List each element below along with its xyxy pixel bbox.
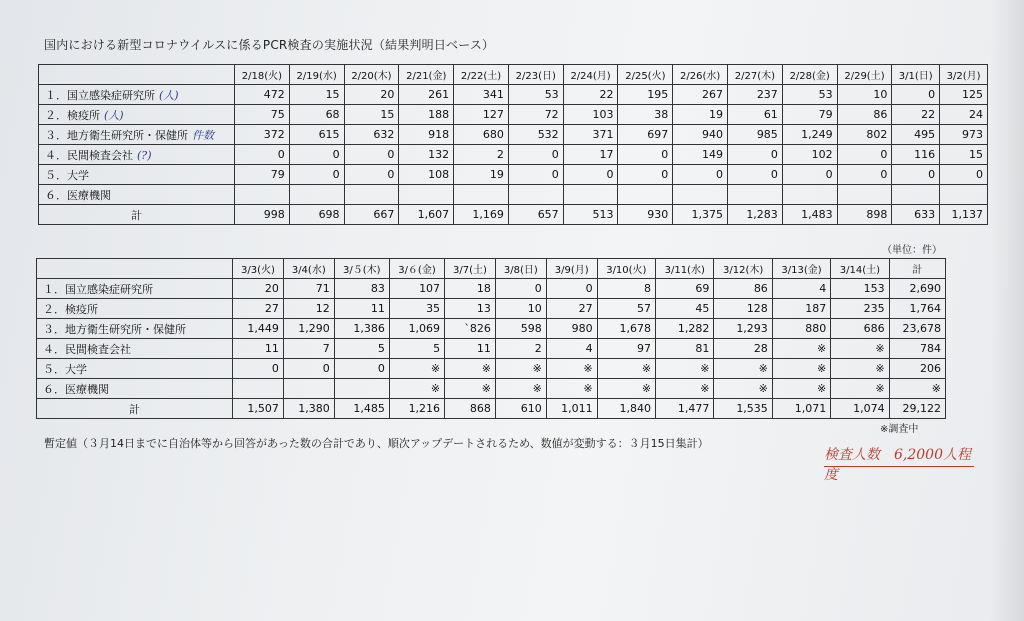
total-value-cell: 1,375 bbox=[673, 205, 728, 225]
total-row bbox=[39, 205, 988, 225]
total-value-cell: 657 bbox=[508, 205, 563, 225]
value-cell: 1,386 bbox=[334, 319, 389, 339]
value-cell: ※ bbox=[389, 379, 444, 399]
row-label-text: ４．民間検査会社 bbox=[45, 148, 133, 162]
value-cell: 45 bbox=[656, 299, 714, 319]
total-value-cell: 868 bbox=[445, 399, 496, 419]
row-label-cell bbox=[37, 339, 233, 359]
value-cell: 125 bbox=[940, 85, 988, 105]
handwritten-note-text: 検査人数 6,2000人程度 bbox=[824, 447, 971, 483]
value-cell: 4 bbox=[546, 339, 597, 359]
value-cell bbox=[837, 185, 892, 205]
footnote: 暫定値（３月14日までに自治体等から回答があった数の合計であり、順次アップデートされるため、数値が変動する：３月15日集計） bbox=[44, 437, 709, 450]
table-row bbox=[37, 299, 946, 319]
row-label-cell bbox=[37, 359, 233, 379]
row-label-text: ３．地方衛生研究所・保健所 bbox=[45, 128, 188, 142]
value-cell: 0 bbox=[344, 145, 399, 165]
table-header-row bbox=[37, 259, 946, 279]
value-cell: 103 bbox=[563, 105, 618, 125]
value-cell: 0 bbox=[495, 279, 546, 299]
page-edge-shadow bbox=[990, 0, 1024, 621]
value-cell: 19 bbox=[454, 165, 509, 185]
table-row bbox=[37, 339, 946, 359]
value-cell bbox=[940, 185, 988, 205]
value-cell: 2 bbox=[495, 339, 546, 359]
table-row bbox=[37, 359, 946, 379]
date-header-cell: 3/10(火) bbox=[597, 259, 655, 279]
value-cell: 11 bbox=[445, 339, 496, 359]
value-cell: 22 bbox=[892, 105, 940, 125]
value-cell: 0 bbox=[618, 165, 673, 185]
date-header-cell: 2/24(月) bbox=[563, 65, 618, 85]
value-cell bbox=[892, 185, 940, 205]
value-cell: ※ bbox=[772, 379, 830, 399]
value-cell: 10 bbox=[837, 85, 892, 105]
pen-annotation: (人) bbox=[159, 88, 179, 102]
table-header-row bbox=[39, 65, 988, 85]
value-cell: 0 bbox=[892, 85, 940, 105]
table-row bbox=[39, 165, 988, 185]
total-value-cell: 1,169 bbox=[454, 205, 509, 225]
row-label-text: ２．検疫所 bbox=[45, 108, 100, 122]
value-cell: 0 bbox=[618, 145, 673, 165]
value-cell: 940 bbox=[673, 125, 728, 145]
total-value-cell: 1,011 bbox=[546, 399, 597, 419]
date-header-cell: 3/12(木) bbox=[714, 259, 772, 279]
total-value-cell: 667 bbox=[344, 205, 399, 225]
total-value-cell: 1,607 bbox=[399, 205, 454, 225]
value-cell: 7 bbox=[283, 339, 334, 359]
value-cell: 15 bbox=[289, 85, 344, 105]
date-header-cell: 3/11(水) bbox=[656, 259, 714, 279]
row-label-cell bbox=[39, 105, 235, 125]
value-cell: ※ bbox=[831, 379, 889, 399]
total-value-cell: 610 bbox=[495, 399, 546, 419]
value-cell: 116 bbox=[892, 145, 940, 165]
table-row bbox=[39, 105, 988, 125]
value-cell: 0 bbox=[837, 145, 892, 165]
value-cell: 13 bbox=[445, 299, 496, 319]
value-cell: 4 bbox=[772, 279, 830, 299]
value-cell: 20 bbox=[233, 279, 284, 299]
value-cell: 0 bbox=[892, 165, 940, 185]
value-cell: `826 bbox=[445, 319, 496, 339]
value-cell: 495 bbox=[892, 125, 940, 145]
value-cell: 35 bbox=[389, 299, 444, 319]
value-cell bbox=[454, 185, 509, 205]
value-cell: 71 bbox=[283, 279, 334, 299]
value-cell: ※ bbox=[597, 379, 655, 399]
value-cell: 153 bbox=[831, 279, 889, 299]
value-cell: 880 bbox=[772, 319, 830, 339]
value-cell: 615 bbox=[289, 125, 344, 145]
value-cell: 86 bbox=[714, 279, 772, 299]
value-cell: 2 bbox=[454, 145, 509, 165]
value-cell: 19 bbox=[673, 105, 728, 125]
value-cell: 686 bbox=[831, 319, 889, 339]
total-value-cell: 1,535 bbox=[714, 399, 772, 419]
value-cell: 75 bbox=[235, 105, 290, 125]
value-cell: ※ bbox=[656, 359, 714, 379]
value-cell: 802 bbox=[837, 125, 892, 145]
value-cell: 0 bbox=[283, 359, 334, 379]
value-cell: 0 bbox=[782, 165, 837, 185]
date-header-cell: 計 bbox=[889, 259, 945, 279]
row-label-text: １．国立感染症研究所 bbox=[43, 282, 153, 296]
pen-annotation: (人) bbox=[104, 108, 124, 122]
value-cell: 24 bbox=[940, 105, 988, 125]
value-cell: 97 bbox=[597, 339, 655, 359]
pcr-table-mar bbox=[36, 258, 946, 419]
date-header-cell: 3/５(木) bbox=[334, 259, 389, 279]
value-cell: 0 bbox=[728, 145, 783, 165]
value-cell: 784 bbox=[889, 339, 945, 359]
total-value-cell: 898 bbox=[837, 205, 892, 225]
row-label-cell bbox=[37, 279, 233, 299]
pen-annotation: 件数 bbox=[192, 128, 214, 142]
row-label-cell bbox=[39, 165, 235, 185]
value-cell: 38 bbox=[618, 105, 673, 125]
value-cell: 5 bbox=[334, 339, 389, 359]
value-cell: 102 bbox=[782, 145, 837, 165]
row-label-text: ２．検疫所 bbox=[43, 302, 98, 316]
row-label-text: ６．医療機関 bbox=[45, 188, 111, 202]
value-cell: 79 bbox=[235, 165, 290, 185]
date-header-cell: 2/19(水) bbox=[289, 65, 344, 85]
value-cell: 598 bbox=[495, 319, 546, 339]
value-cell: 1,282 bbox=[656, 319, 714, 339]
value-cell: ※ bbox=[445, 359, 496, 379]
value-cell: 23,678 bbox=[889, 319, 945, 339]
value-cell: 27 bbox=[233, 299, 284, 319]
value-cell: 8 bbox=[597, 279, 655, 299]
value-cell: 188 bbox=[399, 105, 454, 125]
table-row bbox=[37, 319, 946, 339]
value-cell: 0 bbox=[728, 165, 783, 185]
value-cell: 680 bbox=[454, 125, 509, 145]
value-cell: 0 bbox=[940, 165, 988, 185]
value-cell: 1,764 bbox=[889, 299, 945, 319]
row-label-text: ５．大学 bbox=[43, 362, 87, 376]
value-cell: 0 bbox=[289, 145, 344, 165]
value-cell bbox=[563, 185, 618, 205]
date-header-cell: 2/26(水) bbox=[673, 65, 728, 85]
row-label-text: ５．大学 bbox=[45, 168, 89, 182]
header-corner-cell bbox=[39, 65, 235, 85]
unit-note: （単位：件） bbox=[882, 245, 942, 256]
value-cell: 53 bbox=[782, 85, 837, 105]
value-cell: 0 bbox=[673, 165, 728, 185]
date-header-cell: 3/8(日) bbox=[495, 259, 546, 279]
value-cell: 235 bbox=[831, 299, 889, 319]
total-value-cell: 1,074 bbox=[831, 399, 889, 419]
value-cell bbox=[283, 379, 334, 399]
value-cell: 11 bbox=[334, 299, 389, 319]
value-cell: 17 bbox=[563, 145, 618, 165]
value-cell: 0 bbox=[508, 165, 563, 185]
value-cell: 15 bbox=[940, 145, 988, 165]
value-cell: ※ bbox=[495, 379, 546, 399]
value-cell: 149 bbox=[673, 145, 728, 165]
value-cell: 81 bbox=[656, 339, 714, 359]
value-cell: 61 bbox=[728, 105, 783, 125]
table-row bbox=[39, 125, 988, 145]
value-cell: ※ bbox=[714, 379, 772, 399]
value-cell: ※ bbox=[546, 359, 597, 379]
value-cell: 11 bbox=[233, 339, 284, 359]
value-cell: 1,449 bbox=[233, 319, 284, 339]
date-header-cell: 3/3(火) bbox=[233, 259, 284, 279]
value-cell: ※ bbox=[831, 339, 889, 359]
value-cell: 69 bbox=[656, 279, 714, 299]
value-cell: 57 bbox=[597, 299, 655, 319]
row-label-text: ４．民間検査会社 bbox=[43, 342, 131, 356]
value-cell: 12 bbox=[283, 299, 334, 319]
value-cell: 28 bbox=[714, 339, 772, 359]
row-label-text: ３．地方衛生研究所・保健所 bbox=[43, 322, 186, 336]
total-value-cell: 1,216 bbox=[389, 399, 444, 419]
total-value-cell: 998 bbox=[235, 205, 290, 225]
value-cell: 72 bbox=[508, 105, 563, 125]
value-cell bbox=[289, 185, 344, 205]
value-cell: ※ bbox=[772, 359, 830, 379]
value-cell: 0 bbox=[233, 359, 284, 379]
table-row bbox=[39, 185, 988, 205]
value-cell: 1,678 bbox=[597, 319, 655, 339]
date-header-cell: 2/27(木) bbox=[728, 65, 783, 85]
value-cell: 973 bbox=[940, 125, 988, 145]
total-value-cell: 1,477 bbox=[656, 399, 714, 419]
date-header-cell: 3/9(月) bbox=[546, 259, 597, 279]
value-cell: 108 bbox=[399, 165, 454, 185]
total-value-cell: 513 bbox=[563, 205, 618, 225]
date-header-cell: 2/29(土) bbox=[837, 65, 892, 85]
value-cell bbox=[344, 185, 399, 205]
value-cell bbox=[508, 185, 563, 205]
total-value-cell: 1,380 bbox=[283, 399, 334, 419]
value-cell: 0 bbox=[334, 359, 389, 379]
value-cell: 0 bbox=[837, 165, 892, 185]
table-row bbox=[39, 145, 988, 165]
value-cell: ※ bbox=[714, 359, 772, 379]
value-cell: 86 bbox=[837, 105, 892, 125]
row-label-cell bbox=[39, 145, 235, 165]
value-cell bbox=[399, 185, 454, 205]
value-cell: 18 bbox=[445, 279, 496, 299]
total-value-cell: 1,283 bbox=[728, 205, 783, 225]
value-cell: ※ bbox=[597, 359, 655, 379]
value-cell: 918 bbox=[399, 125, 454, 145]
total-row bbox=[37, 399, 946, 419]
date-header-cell: 2/21(金) bbox=[399, 65, 454, 85]
value-cell: 697 bbox=[618, 125, 673, 145]
value-cell: 206 bbox=[889, 359, 945, 379]
value-cell bbox=[618, 185, 673, 205]
value-cell: 128 bbox=[714, 299, 772, 319]
table-row bbox=[37, 379, 946, 399]
row-label-cell bbox=[39, 85, 235, 105]
row-label-cell bbox=[37, 299, 233, 319]
value-cell bbox=[673, 185, 728, 205]
value-cell: 5 bbox=[389, 339, 444, 359]
date-header-cell: 3/13(金) bbox=[772, 259, 830, 279]
value-cell bbox=[728, 185, 783, 205]
total-value-cell: 1,483 bbox=[782, 205, 837, 225]
value-cell: 985 bbox=[728, 125, 783, 145]
total-value-cell: 1,071 bbox=[772, 399, 830, 419]
document-title: 国内における新型コロナウイルスに係るPCR検査の実施状況（結果判明日ベース） bbox=[44, 38, 495, 52]
value-cell: 83 bbox=[334, 279, 389, 299]
value-cell bbox=[233, 379, 284, 399]
handwritten-note bbox=[824, 444, 984, 483]
value-cell: 980 bbox=[546, 319, 597, 339]
row-label-cell bbox=[37, 319, 233, 339]
total-label-cell: 計 bbox=[39, 205, 235, 225]
row-label-cell bbox=[37, 379, 233, 399]
value-cell: 267 bbox=[673, 85, 728, 105]
row-label-text: １．国立感染症研究所 bbox=[45, 88, 155, 102]
total-value-cell: 1,137 bbox=[940, 205, 988, 225]
value-cell: 2,690 bbox=[889, 279, 945, 299]
value-cell: 107 bbox=[389, 279, 444, 299]
date-header-cell: 3/14(土) bbox=[831, 259, 889, 279]
value-cell: 1,293 bbox=[714, 319, 772, 339]
value-cell: 68 bbox=[289, 105, 344, 125]
value-cell: 261 bbox=[399, 85, 454, 105]
value-cell: ※ bbox=[772, 339, 830, 359]
table-row bbox=[37, 279, 946, 299]
row-label-text: ６．医療機関 bbox=[43, 382, 109, 396]
pcr-table-feb bbox=[38, 64, 988, 225]
value-cell: 53 bbox=[508, 85, 563, 105]
value-cell: ※ bbox=[389, 359, 444, 379]
value-cell: 187 bbox=[772, 299, 830, 319]
value-cell: 22 bbox=[563, 85, 618, 105]
date-header-cell: 2/20(木) bbox=[344, 65, 399, 85]
value-cell: 1,290 bbox=[283, 319, 334, 339]
date-header-cell: 3/2(月) bbox=[940, 65, 988, 85]
value-cell: 127 bbox=[454, 105, 509, 125]
value-cell: 341 bbox=[454, 85, 509, 105]
value-cell: 472 bbox=[235, 85, 290, 105]
total-label-cell: 計 bbox=[37, 399, 233, 419]
value-cell: 79 bbox=[782, 105, 837, 125]
value-cell: 27 bbox=[546, 299, 597, 319]
header-corner-cell bbox=[37, 259, 233, 279]
value-cell: 372 bbox=[235, 125, 290, 145]
value-cell: 371 bbox=[563, 125, 618, 145]
total-value-cell: 930 bbox=[618, 205, 673, 225]
pen-annotation: (?) bbox=[137, 148, 152, 162]
value-cell: ※ bbox=[831, 359, 889, 379]
date-header-cell: 2/23(日) bbox=[508, 65, 563, 85]
total-value-cell: 29,122 bbox=[889, 399, 945, 419]
value-cell bbox=[782, 185, 837, 205]
date-header-cell: 3/4(水) bbox=[283, 259, 334, 279]
date-header-cell: 3/7(土) bbox=[445, 259, 496, 279]
total-value-cell: 1,840 bbox=[597, 399, 655, 419]
row-label-cell bbox=[39, 185, 235, 205]
total-value-cell: 698 bbox=[289, 205, 344, 225]
handwritten-underline bbox=[824, 466, 974, 467]
value-cell: ※ bbox=[546, 379, 597, 399]
value-cell: 15 bbox=[344, 105, 399, 125]
total-value-cell: 633 bbox=[892, 205, 940, 225]
value-cell: ※ bbox=[656, 379, 714, 399]
value-cell: 132 bbox=[399, 145, 454, 165]
value-cell: ※ bbox=[495, 359, 546, 379]
total-value-cell: 1,485 bbox=[334, 399, 389, 419]
value-cell: 0 bbox=[235, 145, 290, 165]
date-header-cell: 2/28(金) bbox=[782, 65, 837, 85]
value-cell: 632 bbox=[344, 125, 399, 145]
value-cell: 195 bbox=[618, 85, 673, 105]
date-header-cell: 2/25(火) bbox=[618, 65, 673, 85]
value-cell: 0 bbox=[289, 165, 344, 185]
value-cell: 0 bbox=[344, 165, 399, 185]
date-header-cell: 3/1(日) bbox=[892, 65, 940, 85]
value-cell: 0 bbox=[508, 145, 563, 165]
total-value-cell: 1,507 bbox=[233, 399, 284, 419]
value-cell bbox=[235, 185, 290, 205]
value-cell: 1,249 bbox=[782, 125, 837, 145]
value-cell: ※ bbox=[889, 379, 945, 399]
row-label-cell bbox=[39, 125, 235, 145]
value-cell: ※ bbox=[445, 379, 496, 399]
value-cell: 1,069 bbox=[389, 319, 444, 339]
table-row bbox=[39, 85, 988, 105]
date-header-cell: 3/６(金) bbox=[389, 259, 444, 279]
value-cell: 0 bbox=[546, 279, 597, 299]
value-cell: 10 bbox=[495, 299, 546, 319]
value-cell: 0 bbox=[563, 165, 618, 185]
survey-note: ※調査中 bbox=[880, 424, 919, 435]
value-cell: 532 bbox=[508, 125, 563, 145]
value-cell: 237 bbox=[728, 85, 783, 105]
value-cell bbox=[334, 379, 389, 399]
date-header-cell: 2/18(火) bbox=[235, 65, 290, 85]
value-cell: 20 bbox=[344, 85, 399, 105]
date-header-cell: 2/22(土) bbox=[454, 65, 509, 85]
